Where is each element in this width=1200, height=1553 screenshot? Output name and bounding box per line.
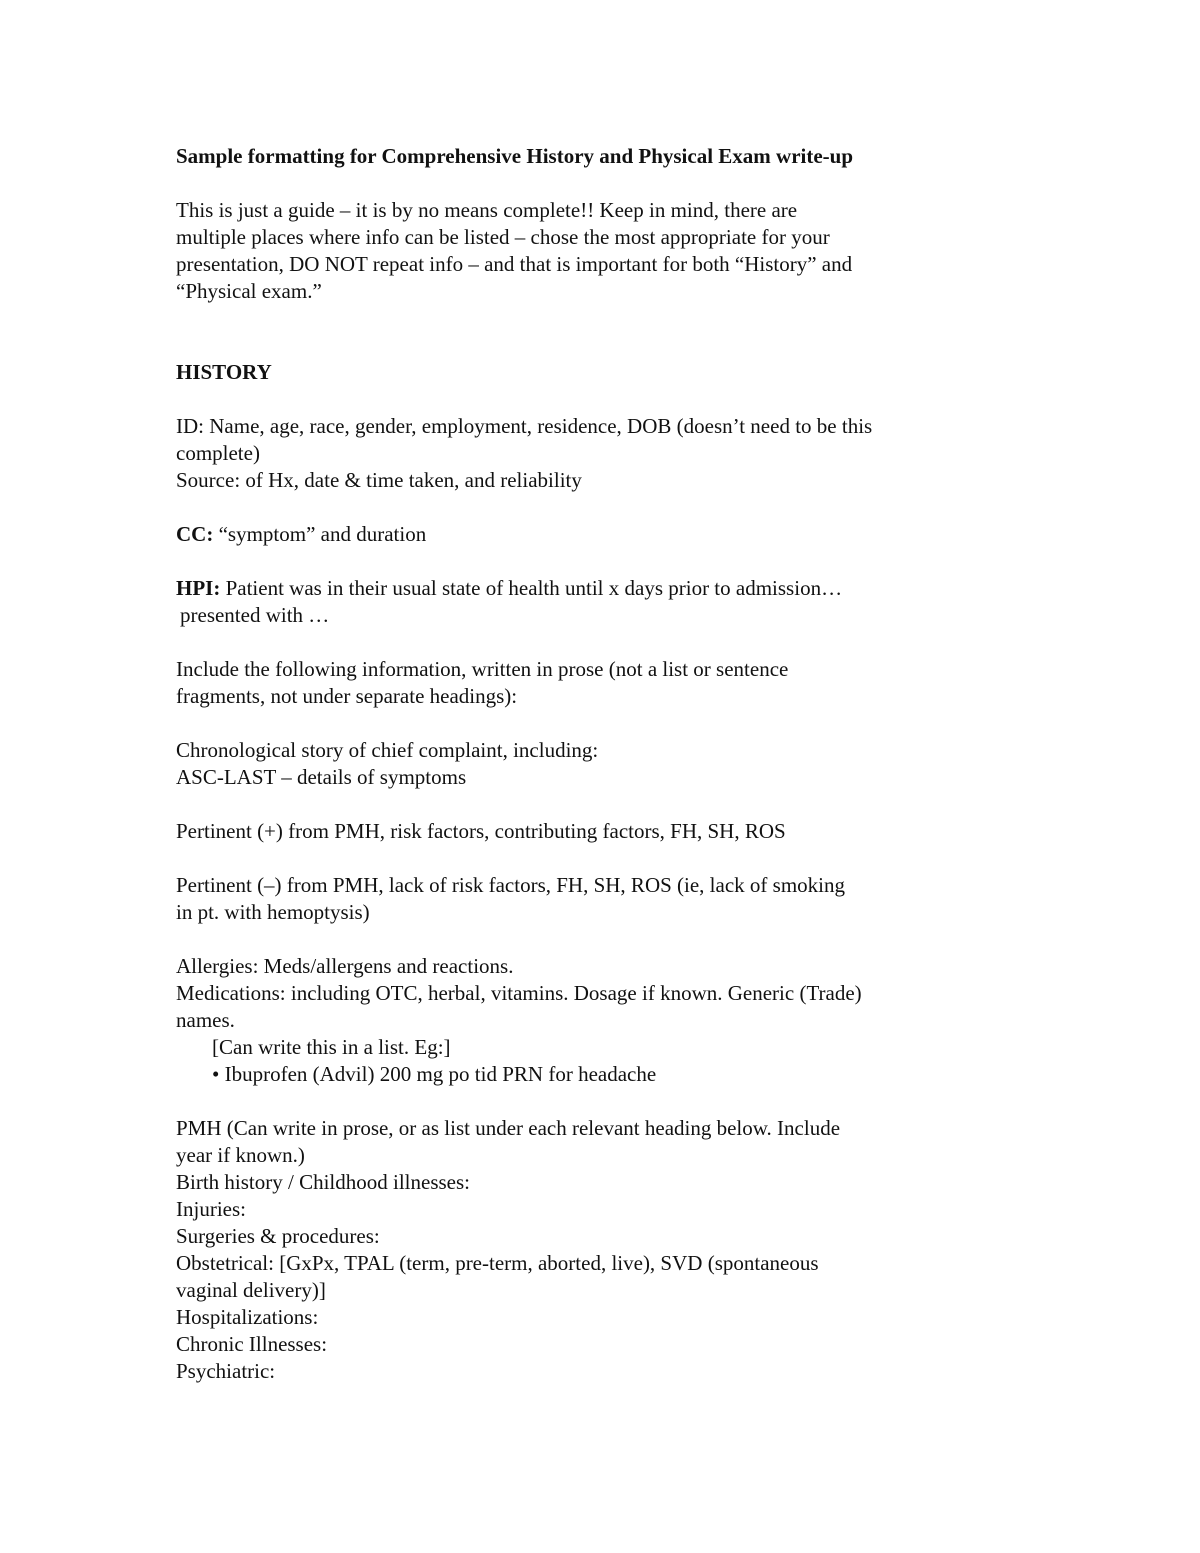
pmh-line: Psychiatric: <box>176 1359 276 1383</box>
pertinent-negative-line: Pertinent (–) from PMH, lack of risk factors, FH, SH, ROS (ie, lack of smoking <box>176 873 845 897</box>
document-page <box>176 143 976 1385</box>
chronological-section <box>176 737 976 791</box>
pmh-section <box>176 1115 976 1385</box>
medications-line: names. <box>176 1008 235 1032</box>
cc-label: CC: <box>176 522 214 546</box>
hpi-section <box>176 575 976 629</box>
include-line: Include the following information, written in prose (not a list or sentence <box>176 657 789 681</box>
intro-line: presentation, DO NOT repeat info – and that is important for both “History” and <box>176 252 853 276</box>
pmh-line: Injuries: <box>176 1197 246 1221</box>
pmh-line: PMH (Can write in prose, or as list under each relevant heading below. Include <box>176 1116 841 1140</box>
hpi-text: Patient was in their usual state of health until x days prior to admission… <box>220 576 843 600</box>
pmh-line: Chronic Illnesses: <box>176 1332 328 1356</box>
intro-line: “Physical exam.” <box>176 279 322 303</box>
chronological-line: Chronological story of chief complaint, including: <box>176 738 599 762</box>
pmh-line: Hospitalizations: <box>176 1305 319 1329</box>
include-line: fragments, not under separate headings): <box>176 684 518 708</box>
cc-text: “symptom” and duration <box>213 522 427 546</box>
medications-line: Medications: including OTC, herbal, vitamins. Dosage if known. Generic (Trade) <box>176 981 862 1005</box>
pmh-line: Obstetrical: [GxPx, TPAL (term, pre-term, aborted, live), SVD (spontaneous <box>176 1251 819 1275</box>
history-heading: HISTORY <box>176 360 272 384</box>
pmh-line: Surgeries & procedures: <box>176 1224 380 1248</box>
pertinent-negative-line: in pt. with hemoptysis) <box>176 900 370 924</box>
id-line: complete) <box>176 441 260 465</box>
meds-example-bullet: • Ibuprofen (Advil) 200 mg po tid PRN for headache <box>212 1062 657 1086</box>
source-line: Source: of Hx, date & time taken, and reliability <box>176 468 582 492</box>
asc-last-line: ASC-LAST – details of symptoms <box>176 765 467 789</box>
meds-example-line: [Can write this in a list. Eg:] <box>212 1035 451 1059</box>
include-info <box>176 656 976 710</box>
pmh-line: year if known.) <box>176 1143 305 1167</box>
id-line: ID: Name, age, race, gender, employment, residence, DOB (doesn’t need to be this <box>176 414 873 438</box>
id-section <box>176 413 976 494</box>
document-title: Sample formatting for Comprehensive History and Physical Exam write-up <box>176 144 854 168</box>
intro-line: This is just a guide – it is by no means complete!! Keep in mind, there are <box>176 198 798 222</box>
pertinent-positive: Pertinent (+) from PMH, risk factors, contributing factors, FH, SH, ROS <box>176 819 786 843</box>
pmh-line: Birth history / Childhood illnesses: <box>176 1170 471 1194</box>
hpi-label: HPI: <box>176 576 221 600</box>
allergies-meds <box>176 953 976 1088</box>
intro-paragraph <box>176 197 976 305</box>
hpi-continuation: presented with … <box>180 603 330 627</box>
cc-line <box>176 521 976 548</box>
allergies-line: Allergies: Meds/allergens and reactions. <box>176 954 514 978</box>
pertinent-negative <box>176 872 976 926</box>
hpi-line <box>176 575 976 602</box>
pmh-line: vaginal delivery)] <box>176 1278 326 1302</box>
intro-line: multiple places where info can be listed – chose the most appropriate for your <box>176 225 830 249</box>
